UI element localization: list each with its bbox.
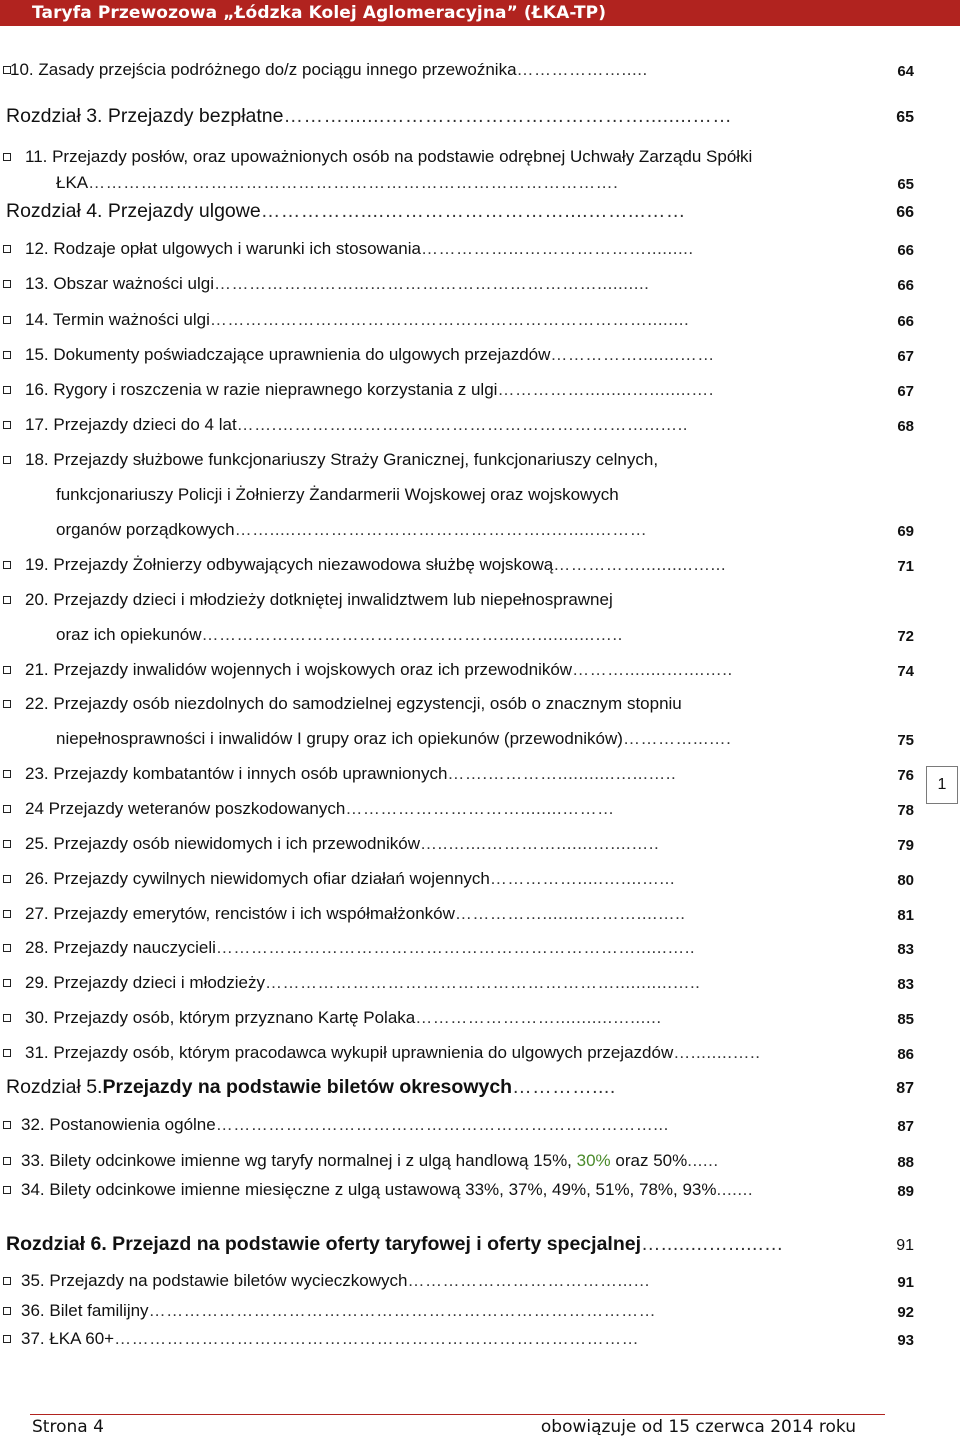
leader-dots: …………………………………………………………………........ xyxy=(209,310,690,329)
toc-entry-text: 12. Rodzaje opłat ulgowych i warunki ich stosowania xyxy=(25,239,421,258)
toc-entry-text: 32. Postanowienia ogólne xyxy=(21,1115,216,1134)
toc-chapter-text: Rozdział 6. Przejazd na podstawie oferty taryfowej i oferty specjalnej xyxy=(6,1233,642,1255)
toc-entry-text: 21. Przejazdy inwalidów wojennych i wojskowych oraz ich przewodników xyxy=(25,660,573,679)
leader-dots: ……………........………....….. xyxy=(454,904,686,923)
toc-page-number: 92 xyxy=(897,1304,914,1321)
toc-page-number: 68 xyxy=(897,418,914,435)
toc-chapter-label: Rozdział 5. xyxy=(6,1076,103,1098)
checkbox-square-icon xyxy=(3,561,11,569)
side-page-number: 1 xyxy=(926,766,958,804)
toc-entry-21[interactable] xyxy=(0,658,960,686)
toc-entry-15[interactable] xyxy=(0,343,960,371)
leader-dots: …........…......… xyxy=(641,1233,784,1255)
toc-entry-31[interactable] xyxy=(0,1041,960,1069)
toc-entry-19[interactable] xyxy=(0,553,960,581)
toc-entry-text: 31. Przejazdy osób, którym pracodawca wykupił uprawnienia do ulgowych przejazdów xyxy=(25,1043,674,1062)
toc-page-number: 91 xyxy=(896,1237,914,1254)
toc-entry-text: 24 Przejazdy weteranów poszkodowanych xyxy=(25,799,346,818)
toc-entry-text: 34. Bilety odcinkowe imienne miesięczne z ulgą ustawową 33%, 37%, 49%, 51%, 78%, 93% xyxy=(21,1180,717,1199)
toc-entry-text: 33. Bilety odcinkowe imienne wg taryfy normalnej i z ulgą handlową 15%, xyxy=(21,1151,577,1170)
toc-entry-text: 26. Przejazdy cywilnych niewidomych ofiar działań wojennych xyxy=(25,869,490,888)
toc-entry-text: 19. Przejazdy Żołnierzy odbywających niezawodowa służbę wojskową xyxy=(25,555,554,574)
toc-entry-text: 35. Przejazdy na podstawie biletów wycieczkowych xyxy=(21,1271,408,1290)
toc-entry-10[interactable] xyxy=(0,58,960,86)
toc-page-number: 78 xyxy=(897,802,914,819)
toc-page-number: 65 xyxy=(897,176,914,193)
leader-dots: ……………………………………………………...........….. xyxy=(264,973,701,992)
leader-dots: …….………………………………………………………...….. xyxy=(236,415,689,434)
toc-entry-text: 17. Przejazdy dzieci do 4 lat xyxy=(25,415,237,434)
toc-page-number: 83 xyxy=(897,976,914,993)
toc-entry-text: oraz ich opiekunów xyxy=(56,625,202,644)
leader-dots: ...... xyxy=(687,1151,719,1170)
leader-dots: ………………..... xyxy=(516,60,648,79)
toc-chapter-3[interactable] xyxy=(0,104,960,132)
checkbox-square-icon xyxy=(3,1014,11,1022)
checkbox-square-icon xyxy=(3,386,11,394)
checkbox-square-icon xyxy=(3,280,11,288)
leader-dots: ……………....………………………....……...…… xyxy=(260,200,686,222)
toc-page-number: 85 xyxy=(897,1011,914,1028)
checkbox-square-icon xyxy=(3,1121,11,1129)
checkbox-square-icon xyxy=(3,979,11,987)
toc-entry-17[interactable] xyxy=(0,413,960,441)
toc-page-number: 88 xyxy=(897,1154,914,1171)
checkbox-square-icon xyxy=(3,456,11,464)
toc-entry-20[interactable] xyxy=(0,588,960,654)
checkbox-square-icon xyxy=(3,840,11,848)
checkbox-square-icon xyxy=(3,596,11,604)
toc-entry-text: 13. Obszar ważności ulgi xyxy=(25,274,214,293)
toc-entry-text-line1: 20. Przejazdy dzieci i młodzieży dotkniętej inwalidztwem lub niepełnosprawnej xyxy=(25,590,613,609)
checkbox-square-icon xyxy=(3,805,11,813)
toc-page-number: 75 xyxy=(897,732,914,749)
leader-dots: …………………………………………………………………………… xyxy=(148,1301,657,1320)
leader-dots: ………………………………………………………………......….. xyxy=(215,938,696,957)
toc-page-number: 93 xyxy=(897,1332,914,1349)
toc-page-number: 67 xyxy=(897,348,914,365)
leader-dots: ………………………………………………………………………………. xyxy=(88,173,619,192)
toc-page-number: 66 xyxy=(897,313,914,330)
toc-entry-text: 28. Przejazdy nauczycieli xyxy=(25,938,216,957)
checkbox-square-icon xyxy=(3,910,11,918)
toc-entry-36[interactable] xyxy=(0,1299,960,1327)
toc-page-number: 79 xyxy=(897,837,914,854)
checkbox-square-icon xyxy=(3,1157,11,1165)
leader-dots: …………………………………………………………………... xyxy=(215,1115,669,1134)
leader-dots: …………...…. xyxy=(622,729,732,748)
footer-divider xyxy=(30,1414,885,1415)
toc-page-number: 89 xyxy=(897,1183,914,1200)
toc-entry-text-line1: 11. Przejazdy posłów, oraz upoważnionych osób na podstawie odrębnej Uchwały Zarządu Spółki xyxy=(25,147,753,166)
toc-entry-text: organów porządkowych xyxy=(56,520,235,539)
toc-entry-23[interactable] xyxy=(0,762,960,790)
toc-page-number: 74 xyxy=(897,663,914,680)
toc-entry-12[interactable] xyxy=(0,237,960,265)
toc-entry-14[interactable] xyxy=(0,308,960,336)
leader-dots: ……………...…………………......... xyxy=(420,239,694,258)
toc-entry-32[interactable] xyxy=(0,1113,960,1141)
toc-page-number: 66 xyxy=(897,277,914,294)
toc-entry-18[interactable] xyxy=(0,448,960,548)
toc-entry-text: ŁKA xyxy=(56,173,89,192)
toc-entry-25[interactable] xyxy=(0,832,960,860)
toc-entry-34[interactable] xyxy=(0,1178,960,1206)
toc-chapter-6[interactable] xyxy=(0,1232,960,1260)
toc-page-number: 72 xyxy=(897,628,914,645)
leader-dots: …........….. xyxy=(673,1043,761,1062)
toc-entry-text-line2: funkcjonariuszy Policji i Żołnierzy Żandarmerii Wojskowej oraz wojskowych xyxy=(56,485,619,504)
footer-validity-note: obowiązuje od 15 czerwca 2014 roku xyxy=(540,1417,856,1437)
leader-dots: ……………………………………………………………………………… xyxy=(114,1329,640,1348)
leader-dots: ……………..........…... xyxy=(553,555,727,574)
leader-dots: …………….....…....…... xyxy=(489,869,676,888)
checkbox-square-icon xyxy=(3,421,11,429)
toc-page-number: 65 xyxy=(896,109,914,126)
toc-page-number: 86 xyxy=(897,1046,914,1063)
toc-page-number: 87 xyxy=(897,1118,914,1135)
leader-dots: ………………………………...… xyxy=(407,1271,651,1290)
toc-entry-22[interactable] xyxy=(0,692,960,758)
toc-chapter-text: Rozdział 4. Przejazdy ulgowe xyxy=(6,200,261,222)
toc-page-number: 66 xyxy=(897,242,914,259)
checkbox-square-icon xyxy=(3,1307,11,1315)
leader-dots: …….....……………………………………..….....……… xyxy=(234,520,648,539)
checkbox-square-icon xyxy=(3,1277,11,1285)
toc-entry-13[interactable] xyxy=(0,272,960,300)
toc-chapter-title: Przejazdy na podstawie biletów okresowych xyxy=(102,1076,513,1098)
leader-dots: ………….... xyxy=(512,1076,616,1098)
leader-dots: …..…....………….......…....….. xyxy=(419,834,660,853)
checkbox-square-icon xyxy=(3,875,11,883)
toc-entry-text: 30. Przejazdy osób, którym przyznano Kartę Polaka xyxy=(25,1008,416,1027)
checkbox-square-icon xyxy=(3,351,11,359)
footer-page-label: Strona 4 xyxy=(32,1417,104,1437)
toc-entry-26[interactable] xyxy=(0,867,960,895)
toc-chapter-5[interactable] xyxy=(0,1075,960,1103)
toc-entry-text: 15. Dokumenty poświadczające uprawnienia do ulgowych przejazdów xyxy=(25,345,551,364)
checkbox-square-icon xyxy=(3,770,11,778)
checkbox-square-icon xyxy=(3,1049,11,1057)
toc-entry-text: 16. Rygory i roszczenia w razie nieprawnego korzystania z ulgi xyxy=(25,380,498,399)
toc-entry-text: 23. Przejazdy kombatantów i innych osób uprawnionych xyxy=(25,764,448,783)
leader-dots: ....... xyxy=(716,1180,754,1199)
toc-page-number: 80 xyxy=(897,872,914,889)
toc-entry-text: 29. Przejazdy dzieci i młodzieży xyxy=(25,973,265,992)
leader-dots: …….…………...........…...….. xyxy=(447,764,677,783)
leader-dots: ………........…....….. xyxy=(572,660,733,679)
toc-page-number: 64 xyxy=(897,63,914,80)
toc-entry-text: 37. ŁKA 60+ xyxy=(21,1329,115,1348)
checkbox-square-icon xyxy=(3,245,11,253)
checkbox-square-icon xyxy=(3,316,11,324)
toc-entry-text: niepełnosprawności i inwalidów I grupy oraz ich opiekunów (przewodników) xyxy=(56,729,623,748)
toc-entry-24[interactable] xyxy=(0,797,960,825)
toc-page-number: 91 xyxy=(897,1274,914,1291)
header-title: Taryfa Przewozowa „Łódzka Kolej Aglomeracyjna” (ŁKA-TP) xyxy=(32,3,607,23)
toc-page-number: 76 xyxy=(897,767,914,784)
toc-entry-text-line1: 22. Przejazdy osób niezdolnych do samodzielnej egzystencji, osób o znacznym stopniu xyxy=(25,694,682,713)
toc-entry-27[interactable] xyxy=(0,902,960,930)
toc-page-number: 81 xyxy=(897,907,914,924)
leader-dots: ……………........…… xyxy=(550,345,715,364)
toc-entry-28[interactable] xyxy=(0,936,960,964)
toc-entry-text-end: oraz 50% xyxy=(610,1151,688,1170)
toc-chapter-text: Rozdział 3. Przejazdy bezpłatne xyxy=(6,105,284,127)
toc-page-number: 67 xyxy=(897,383,914,400)
toc-chapter-4[interactable] xyxy=(0,199,960,227)
toc-page-number: 83 xyxy=(897,941,914,958)
toc-entry-text: 27. Przejazdy emerytów, rencistów i ich współmałżonków xyxy=(25,904,455,923)
toc-entry-text: 25. Przejazdy osób niewidomych i ich przewodników xyxy=(25,834,420,853)
leader-dots: ……………………………………………....…...........….. xyxy=(201,625,623,644)
toc-entry-30[interactable] xyxy=(0,1006,960,1034)
toc-page-number: 69 xyxy=(897,523,914,540)
checkbox-square-icon xyxy=(3,700,11,708)
toc-entry-text: 36. Bilet familijny xyxy=(21,1301,149,1320)
checkbox-square-icon xyxy=(3,153,11,161)
toc-entry-33[interactable] xyxy=(0,1149,960,1177)
toc-page-number: 71 xyxy=(897,558,914,575)
toc-entry-text: 14. Termin ważności ulgi xyxy=(25,310,210,329)
checkbox-square-icon xyxy=(3,944,11,952)
toc-entry-29[interactable] xyxy=(0,971,960,999)
leader-dots: …………….........…........…. xyxy=(497,380,714,399)
leader-dots: ……………………...………………………………….......... xyxy=(213,274,650,293)
leader-dots: ……….......…………………………………........…… xyxy=(283,105,733,127)
toc-page-number: 66 xyxy=(896,204,914,221)
toc-entry-text-line1: 18. Przejazdy służbowe funkcjonariuszy Straży Granicznej, funkcjonariuszy celnych, xyxy=(25,450,659,469)
toc-entry-16[interactable] xyxy=(0,378,960,406)
highlighted-percent: 30% xyxy=(576,1151,611,1170)
toc-entry-37[interactable] xyxy=(0,1327,960,1355)
toc-entry-35[interactable] xyxy=(0,1269,960,1297)
toc-entry-text: 10. Zasady przejścia podróżnego do/z pociągu innego przewoźnika xyxy=(10,60,517,79)
leader-dots: …………………………........……… xyxy=(345,799,615,818)
checkbox-square-icon xyxy=(3,1335,11,1343)
toc-page-number: 87 xyxy=(896,1080,914,1097)
leader-dots: ……………………...........…...... xyxy=(415,1008,662,1027)
checkbox-square-icon xyxy=(3,666,11,674)
checkbox-square-icon xyxy=(3,1186,11,1194)
